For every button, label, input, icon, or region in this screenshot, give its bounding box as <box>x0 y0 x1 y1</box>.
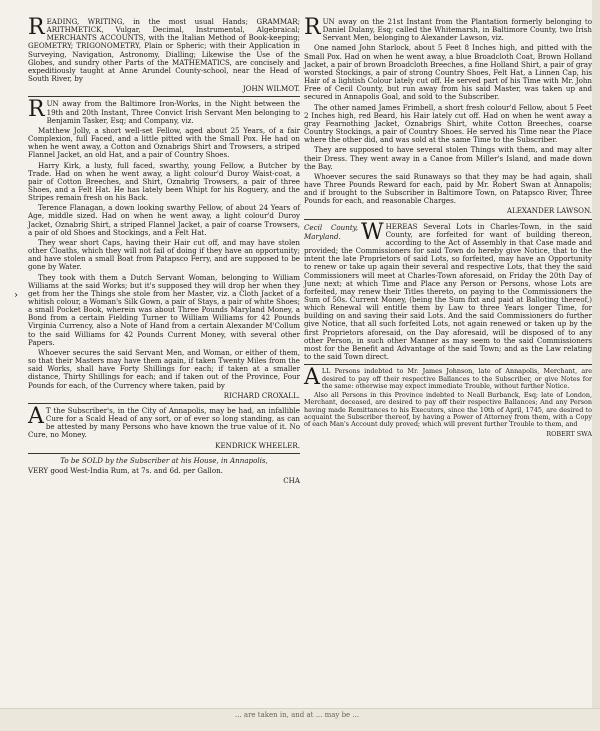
notice-body: LL Persons indebted to Mr. James Johnson, late of Annapolis, Merchant, are desired to pay off their respective Ballances to the Subscriber, or give Notes for the same: otherwise may expect immediate Trouble, without further Notice. <box>321 367 592 390</box>
dropcap: W <box>361 219 384 245</box>
signature: CHA <box>283 475 300 485</box>
ad-paragraph: Whoever secures the said Servant Men, and Woman, or either of them, so that their Masters may have them again, if taken Twenty Miles from the said Works, shall have Forty Shillings for each; if taken at a smaller distance, Thirty Shillings for each; and if taken out of the Province, Four Pounds for each, of the Currency where taken, paid by <box>28 347 300 390</box>
dropcap: R <box>304 15 321 40</box>
left-column <box>28 15 300 488</box>
ad-paragraph: Whoever secures the said Runaways so that they may be had again, shall have Three Pounds Reward for each, paid by Mr. Robert Swan at Annapolis; and if brought to the Subscriber in Baltimore Town, on Patapsco River, Three Pounds for each, and reasonable Charges. <box>304 171 592 206</box>
page-edge <box>592 0 600 730</box>
runaway-advertisement <box>28 97 300 400</box>
ad-body: EADING, WRITING, in the most usual Hands; GRAMMAR; ARITHMETICK, Vulgar, Decimal, Instrumental, Algebraical; MERCHANTS ACCOUNTS, with the Italian Method of Book-keeping; GEOMETRY; TRIGONOMETRY, Plain or Spheric; with their Application in Surveying, Navigation, Astronomy, Dialling; Likewise the Use of the Globes, and sundry other Parts of the MATHEMATICS, are concisely and expeditiously taught at Anne Arundel County-school, near the Head of South River, by <box>28 17 300 84</box>
divider-rule <box>28 96 300 97</box>
ad-intro: UN away from the Baltimore Iron-Works, in the Night between the 19th and 20th Instant, Three Convict Irish Servant Men belonging to Benjamin Tasker, Esq; and Company, viz. <box>46 99 300 125</box>
signature: JOHN WILMOT. <box>242 84 300 94</box>
margin-mark: › <box>14 290 18 301</box>
dropcap: A <box>28 403 44 429</box>
signature: ROBERT SWA <box>546 429 592 438</box>
ad-paragraph: They wear short Caps, having their Hair cut off, and may have stolen other Cloaths, which they will not fail of doing if they have an opportunity; and have stolen a small Boat from Patapsco Ferry, and are supposed to be gone by Water. <box>28 237 300 272</box>
ad-paragraph: One named John Starlock, about 5 Feet 8 Inches high, and pitted with the Small Pox. Had on when he went away, a blue Broadcloth Coat, Brown Holland Jacket, a pair of brown Broadcloth Breeches, a fine Holland Shirt, a pair of gray worsted Stockings, a pair of strong Country Shoes, Felt Hat, a Linnen Cap, his Hair of a lightish Colour lately cut off. He served part of his Time with Mr. John Free of Cecil County, but run away from his said Master, was taken up and secured in Annapolis Goal, and sold to the Subscriber. <box>304 43 592 102</box>
rum-advertisement <box>28 457 300 485</box>
notice-body: HEREAS Several Lots in Charles-Town, in the said County, are forfeited for want of building thereon, according to the Act of Assembly in that Case made and provided; the Commissioners for said Town do hereby give Notice, that to the intent the late Proprietors of said Lots, so forfeited, may have an Opportunity to renew or take up again their several and respective Lots, that they the said Commissioners will meet at Charles-Town aforesaid, on Friday the 20th Day of June next; at which Time and Place any Person or Persons, whose Lots are forfeited, may renew their Titles thereto, on paying to the Commissioners the Sum of 50s. Current Money, (being the Sum fixt and paid at Balloting thereof,) which Renewal will entitle them by Law to three Years longer Time, for building on and saving their said Lots. And the said Commissioners do further give Notice, that all such forfeited Lots, not again renewed or taken up by the first Proprietors aforesaid, on the Day aforesaid, will be disposed of to any other Person, in such other Manner as may seem to the said Commissioners most for the Benefit and Advantage of the said Town; and as the Law relating to the said Town direct. <box>304 221 592 362</box>
school-advertisement <box>28 15 300 94</box>
ad-paragraph: Harry Kirk, a lusty, full faced, swarthy, young Fellow, a Butcher by Trade. Had on when he went away, a light colour'd Duroy Waist-coat, a pair of Cotton Breeches, and Shirt, Oznabrig Trowsers, a pair of three Shoes, and a Felt Hat. He has lately been Whipt for his Roguery, and the Stripes remain fresh on his Back. <box>28 160 300 203</box>
signature: KENDRICK WHEELER. <box>215 440 300 450</box>
runaway-advertisement-2 <box>304 15 592 216</box>
ad-heading: To be SOLD by the Subscriber at his House, in Annapolis, <box>60 455 268 465</box>
notice-paragraph: Also all Persons in this Province indebted to Neall Burbanck, Esq; late of London, Merchant, deceased, are desired to pay off their respective Ballances; And any Person having made Remittances to his Executors, since the 10th of April, 1745, are desired to acquaint the Subscriber thereof, by having a Power of Attorney from them, with a Copy of each Man's Account duly proved; which will prevent further Trouble to them, and <box>304 391 592 429</box>
ad-paragraph: Matthew Jolly, a short well-set Fellow, aged about 25 Years, of a fair Complexion, full Faced, and a little pitted with the Small Pox. He had on when he went away, a Cotton and Oznabrigs Shirt and Trowsers, a striped Flannel Jacket, an old Hat, and a pair of Country Shoes. <box>28 125 300 160</box>
ad-paragraph: They are supposed to have several stolen Things with them, and may alter their Dress. They went away in a Canoe from Miller's Island, and made down the Bay. <box>304 145 592 171</box>
right-column <box>304 15 592 441</box>
signature: ALEXANDER LAWSON. <box>506 206 592 216</box>
ad-body: T the Subscriber's, in the City of Annapolis, may be had, an infallible Cure for a Scald Head of any sort, or of ever so long standing, as can be attested by many Persons who have known the true value of it. No Cure, no Money. <box>28 405 300 440</box>
cure-advertisement <box>28 403 300 450</box>
ad-body: VERY good West-India Rum, at 7s. and 6d. per Gallon. <box>28 465 223 475</box>
ad-intro: UN away on the 21st Instant from the Plantation formerly belonging to Daniel Dulany, Esq; called the Whitemarsh, in Baltimore County, two Irish Servant Men, belonging to Alexander Lawson, viz. <box>322 17 592 43</box>
ad-paragraph: They took with them a Dutch Servant Woman, belonging to William Williams at the said Works; but it's supposed they will drop her when they get from her the Things she stole from her Master, viz. a Cloth Jacket of a whitish colour, a Woman's Silk Gown, a pair of Stays, a pair of white Shoes; a small Pocket Book, wherein was about Three Pounds Maryland Money, a Bond from a certain Fielding Turner to William Williams for 42 Pounds Virginia Currency, also a Note of Hand from a certain Alexander M'Collum to the said Williams for 42 Pounds Current Money, with several other Papers. <box>28 272 300 347</box>
dropcap: A <box>304 365 320 391</box>
ad-paragraph: The other named James Frimbell, a short fresh colour'd Fellow, about 5 Feet 2 Inches high, red Beard, his Hair lately cut off. Had on when he went away a gray Fearnothing Jacket, Oznabrigs Shirt, white Cotton Breeches, coarse Country Stockings, a pair of Country Shoes. He served his Time near the Place where the other did, and was sold at the same Time to the Subscriber. <box>304 102 592 145</box>
divider-rule <box>304 219 592 220</box>
divider-rule <box>28 403 300 404</box>
notice-location: Cecil County, Maryland. <box>304 222 358 241</box>
cecil-county-notice <box>304 219 592 362</box>
divider-rule <box>28 453 300 454</box>
signature: RICHARD CROXALL. <box>223 390 300 400</box>
ad-paragraph: Terence Flanagan, a down looking swarthy Fellow, of about 24 Years of Age, middle sized. Had on when he went away, a light colour'd Duroy Jacket, Oznabrig Shirt, a striped Flannel Jacket, a pair of coarse Trowsers, a pair of old Shoes and Stockings, and a Felt Hat. <box>28 203 300 237</box>
debtors-notice <box>304 365 592 438</box>
dropcap: R <box>28 97 45 123</box>
dropcap: R <box>28 15 45 40</box>
fold-text: ... are taken in, and at ... may be ... <box>235 711 360 719</box>
divider-rule <box>304 364 592 365</box>
